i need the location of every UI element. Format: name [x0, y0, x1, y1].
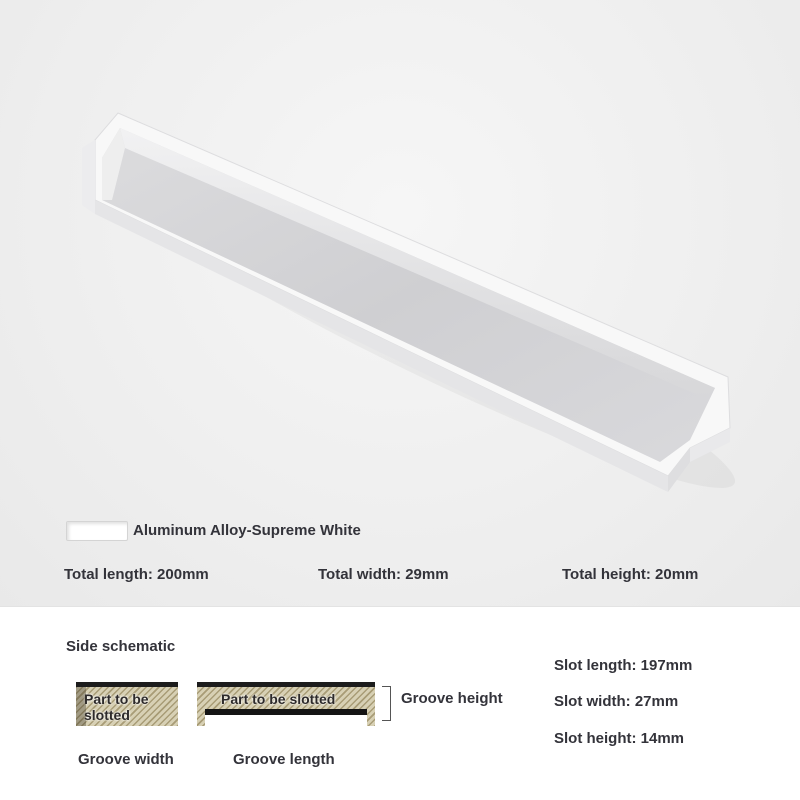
total-width: Total width: 29mm [318, 566, 449, 583]
slot-width: Slot width: 27mm [554, 693, 679, 710]
groove-length-diagram [197, 682, 375, 726]
slot-length: Slot length: 197mm [554, 657, 693, 674]
part-label-b: Part to be slotted [221, 691, 336, 707]
slot-side-shade [76, 687, 86, 726]
groove-height-label: Groove height [401, 690, 503, 707]
groove-height-bracket [382, 686, 391, 721]
color-swatch-icon [66, 521, 128, 541]
schematic-title: Side schematic [66, 638, 176, 655]
groove-width-diagram [76, 682, 178, 726]
material-label: Aluminum Alloy-Supreme White [133, 522, 361, 539]
slot-height: Slot height: 14mm [554, 730, 685, 747]
slot-bottom-strip [205, 715, 367, 726]
part-label-a: Part to be slotted [84, 691, 149, 723]
groove-width-label: Groove width [78, 751, 174, 768]
total-length: Total length: 200mm [64, 566, 209, 583]
block-top-edge [197, 682, 375, 687]
block-top-edge [76, 682, 178, 687]
groove-length-label: Groove length [233, 751, 335, 768]
total-height: Total height: 20mm [562, 566, 699, 583]
